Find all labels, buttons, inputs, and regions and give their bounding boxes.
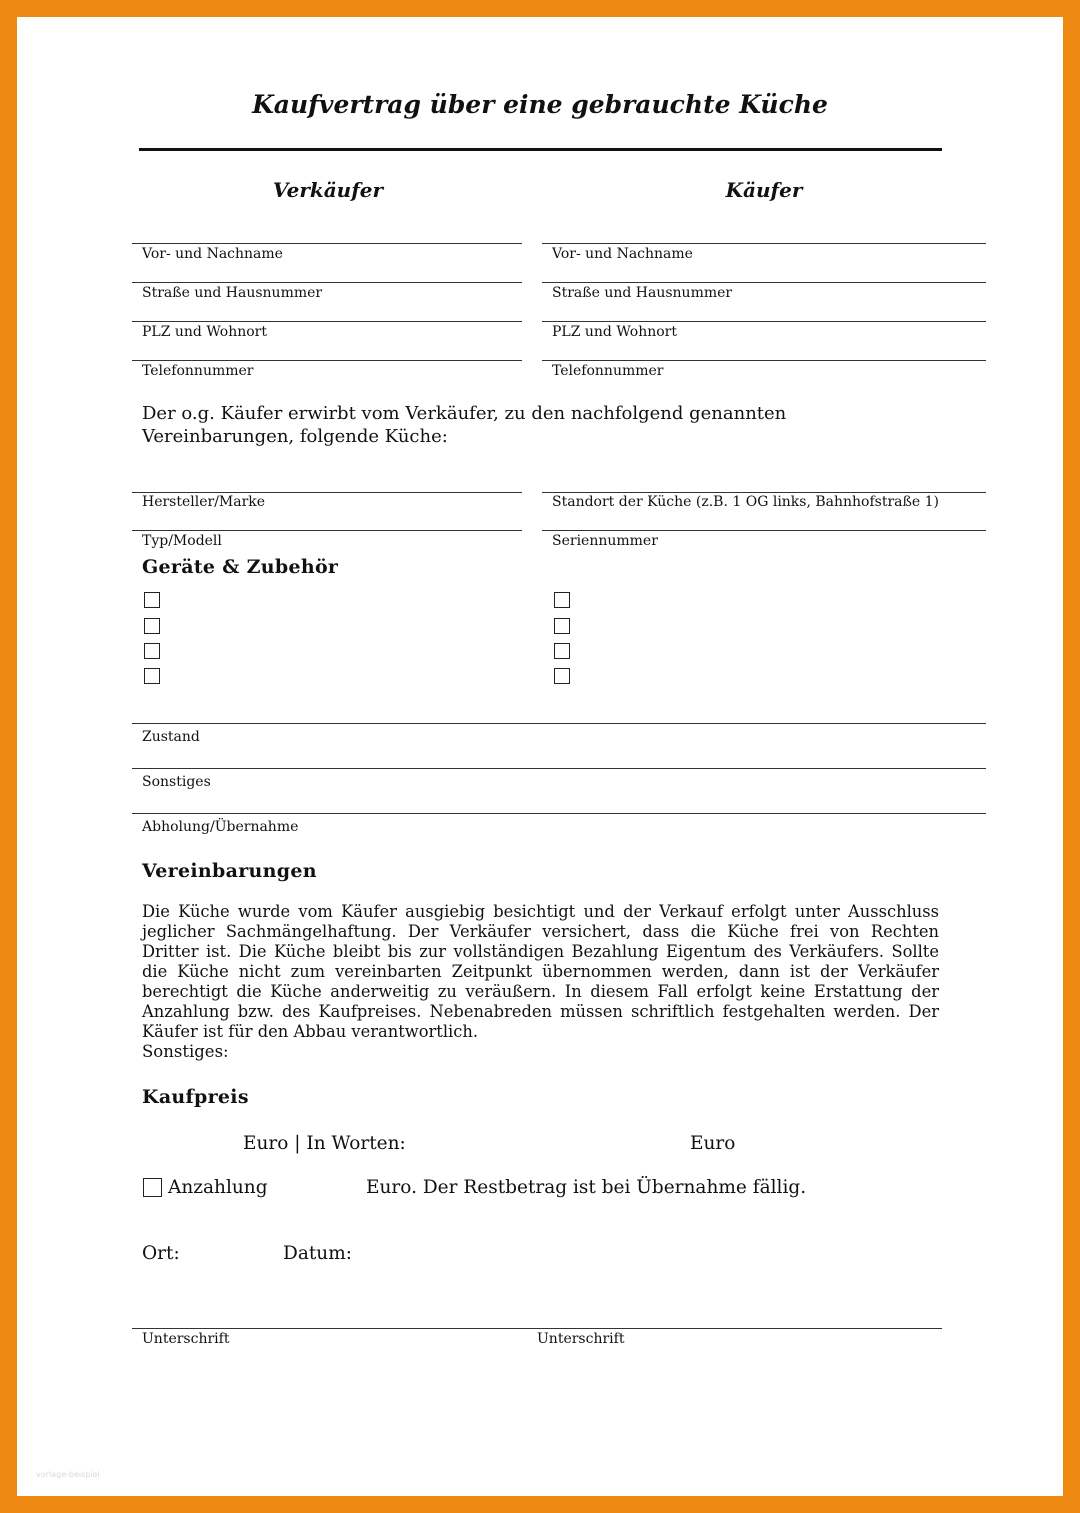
location-line[interactable]: [542, 492, 986, 493]
buyer-phone-label: Telefonnummer: [552, 363, 664, 379]
deposit-checkbox[interactable]: [143, 1178, 162, 1197]
document-title: Kaufvertrag über eine gebrauchte Küche: [252, 90, 828, 119]
buyer-city-label: PLZ und Wohnort: [552, 324, 677, 340]
date-label: Datum:: [283, 1243, 352, 1264]
agreements-misc-label: Sonstiges:: [142, 1042, 229, 1061]
buyer-name-line[interactable]: [542, 243, 986, 244]
seller-signature-label: Unterschrift: [142, 1331, 230, 1347]
serial-label: Seriennummer: [552, 533, 658, 549]
buyer-heading: Käufer: [725, 178, 803, 202]
title-divider: [139, 148, 942, 151]
buyer-phone-line[interactable]: [542, 360, 986, 361]
euro-words-label: Euro | In Worten:: [243, 1133, 406, 1154]
devices-heading: Geräte & Zubehör: [142, 556, 339, 578]
device-checkbox-4[interactable]: [144, 668, 160, 684]
euro-label: Euro: [690, 1133, 736, 1154]
device-checkbox-3[interactable]: [144, 643, 160, 659]
condition-label: Zustand: [142, 729, 200, 745]
misc-label: Sonstiges: [142, 774, 211, 790]
buyer-street-line[interactable]: [542, 282, 986, 283]
buyer-name-label: Vor- und Nachname: [552, 246, 693, 262]
buyer-signature-label: Unterschrift: [537, 1331, 625, 1347]
signature-line[interactable]: [132, 1328, 942, 1329]
seller-city-label: PLZ und Wohnort: [142, 324, 267, 340]
seller-name-label: Vor- und Nachname: [142, 246, 283, 262]
device-checkbox-7[interactable]: [554, 643, 570, 659]
intro-text: Der o.g. Käufer erwirbt vom Verkäufer, zu den nachfolgend genannten Vereinbarungen, folgende Küche:: [142, 403, 787, 447]
device-checkbox-2[interactable]: [144, 618, 160, 634]
buyer-city-line[interactable]: [542, 321, 986, 322]
document-page: [17, 17, 1063, 1496]
manufacturer-label: Hersteller/Marke: [142, 494, 266, 510]
seller-city-line[interactable]: [132, 321, 522, 322]
pickup-label: Abholung/Übernahme: [142, 819, 299, 835]
watermark: vorlage-beispiel: [36, 1470, 100, 1479]
seller-phone-line[interactable]: [132, 360, 522, 361]
seller-street-line[interactable]: [132, 282, 522, 283]
pickup-line[interactable]: [132, 813, 986, 814]
model-line[interactable]: [132, 530, 522, 531]
seller-phone-label: Telefonnummer: [142, 363, 254, 379]
deposit-label: Anzahlung: [168, 1177, 268, 1198]
deposit-text: Euro. Der Restbetrag ist bei Übernahme fällig.: [366, 1177, 807, 1198]
misc-line[interactable]: [132, 768, 986, 769]
place-label: Ort:: [142, 1243, 180, 1264]
seller-heading: Verkäufer: [272, 178, 384, 202]
manufacturer-line[interactable]: [132, 492, 522, 493]
location-label: Standort der Küche (z.B. 1 OG links, Bahnhofstraße 1): [552, 494, 939, 510]
condition-line[interactable]: [132, 723, 986, 724]
price-heading: Kaufpreis: [142, 1086, 249, 1108]
seller-street-label: Straße und Hausnummer: [142, 285, 323, 301]
model-label: Typ/Modell: [142, 533, 222, 549]
buyer-street-label: Straße und Hausnummer: [552, 285, 733, 301]
serial-line[interactable]: [542, 530, 986, 531]
device-checkbox-1[interactable]: [144, 592, 160, 608]
device-checkbox-8[interactable]: [554, 668, 570, 684]
seller-name-line[interactable]: [132, 243, 522, 244]
agreements-heading: Vereinbarungen: [142, 860, 317, 882]
device-checkbox-6[interactable]: [554, 618, 570, 634]
agreements-text: Die Küche wurde vom Käufer ausgiebig besichtigt und der Verkauf erfolgt unter Ausschluss jeglicher Sachmängelhaftung. Der Verkäufer versichert, dass die Küche frei von Rechten Dritter ist. Die Küche bleibt bis zur vollständigen Bezahlung Eigentum des Verkäufers. Sollte die Küche nicht zum vereinbarten Zeitpunkt übernommen werden, dann ist der Verkäufer berechtigt die Küche anderweitig zu veräußern. In diesem Fall erfolgt keine Erstattung der Anzahlung bzw. des Kaufpreises. Nebenabreden müssen schriftlich festgehalten werden. Der Käufer ist für den Abbau verantwortlich.: [142, 902, 939, 1041]
device-checkbox-5[interactable]: [554, 592, 570, 608]
